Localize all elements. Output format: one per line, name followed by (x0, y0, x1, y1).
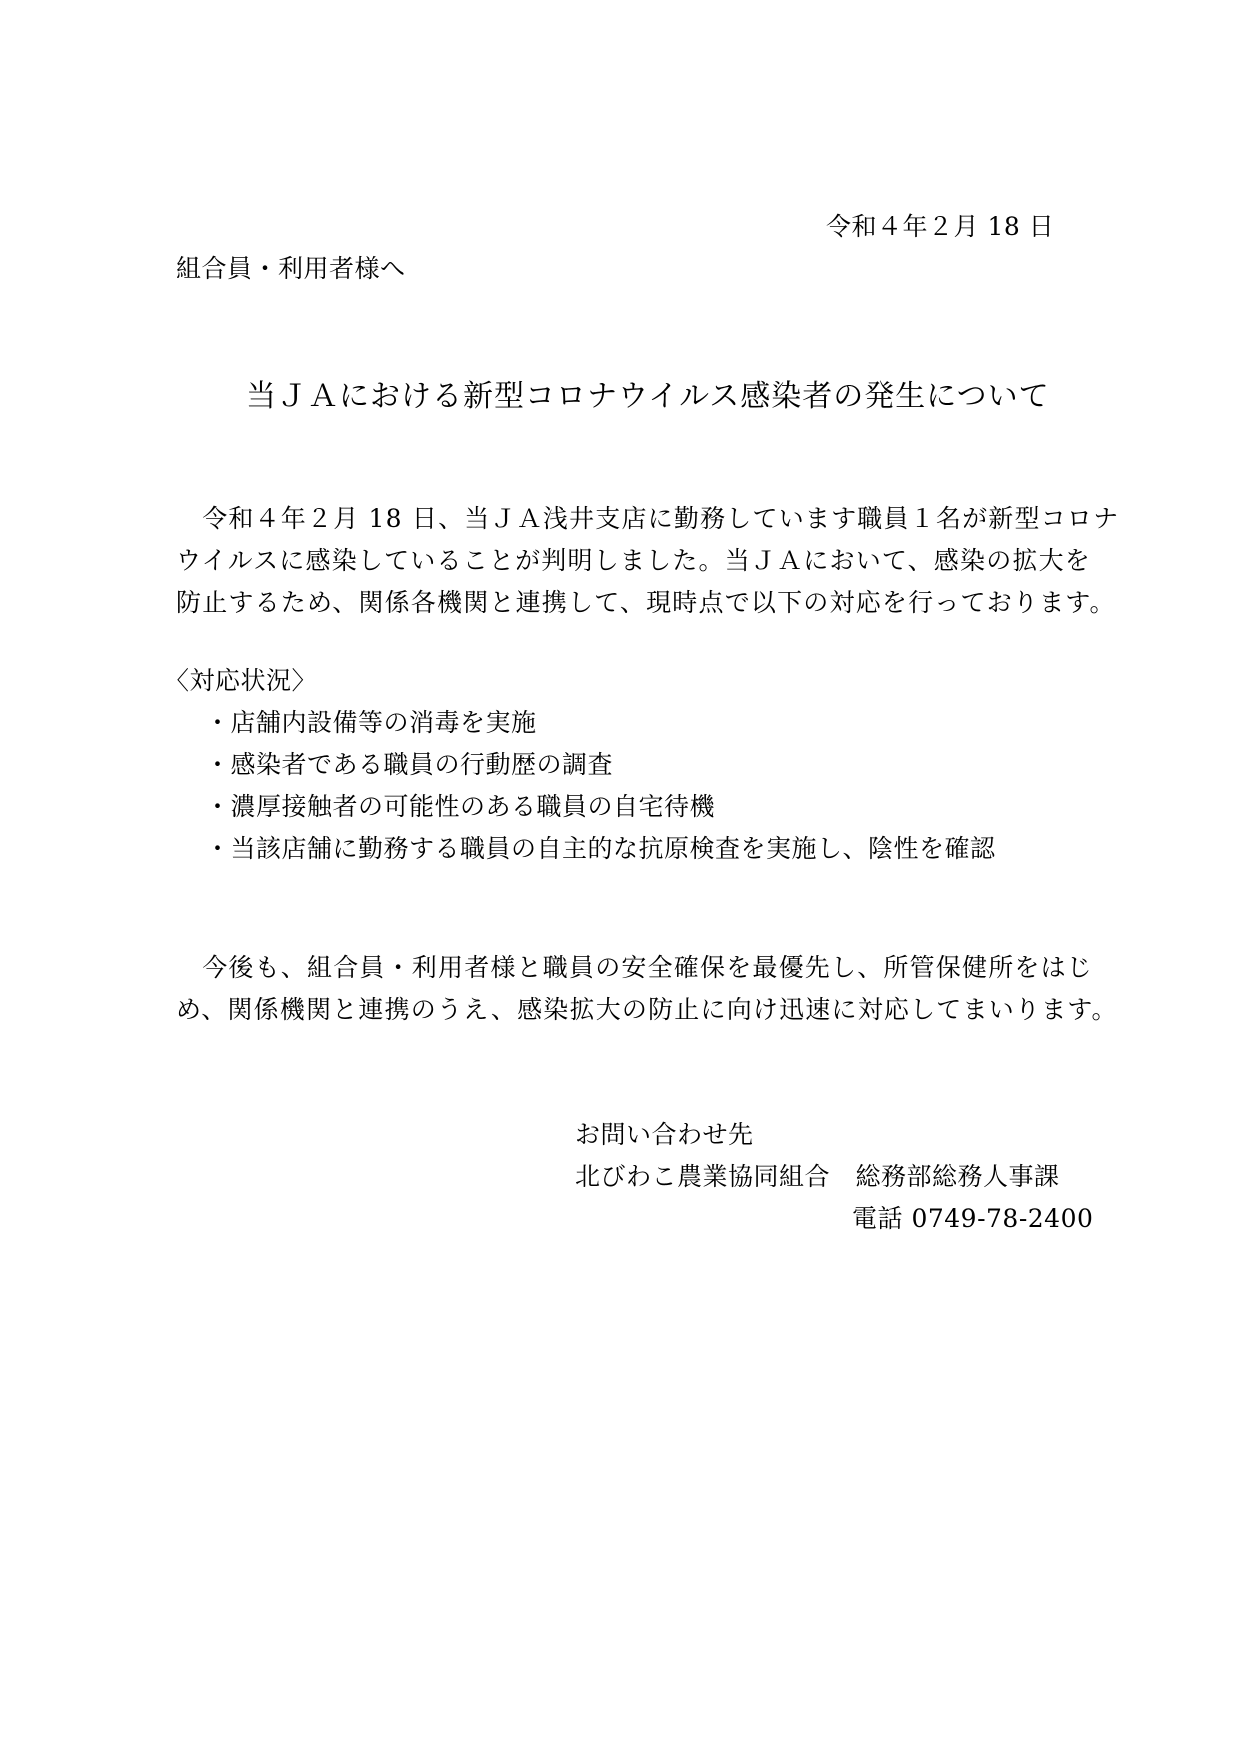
document-date: 令和４年２月 18 日 (826, 212, 1055, 241)
contact-heading: お問い合わせ先 (575, 1120, 754, 1149)
status-heading: 〈対応状況〉 (164, 666, 318, 695)
addressee: 組合員・利用者様へ (176, 254, 406, 283)
status-item: ・感染者である職員の行動歴の調査 (205, 750, 614, 779)
status-item: ・濃厚接触者の可能性のある職員の自宅待機 (205, 792, 716, 821)
paragraph-line: 今後も、組合員・利用者様と職員の安全確保を最優先し、所管保健所をはじ (176, 953, 1094, 982)
contact-phone: 電話 0749-78-2400 (852, 1204, 1094, 1233)
status-item: ・店舗内設備等の消毒を実施 (205, 708, 537, 737)
paragraph-line: ウイルスに感染していることが判明しました。当ＪＡにおいて、感染の拡大を (176, 546, 1092, 575)
status-item: ・当該店舗に勤務する職員の自主的な抗原検査を実施し、陰性を確認 (205, 834, 996, 863)
document-title: 当ＪＡにおける新型コロナウイルス感染者の発生について (246, 379, 1050, 414)
announcement-paragraph (176, 498, 1120, 624)
paragraph-line: 令和４年２月 18 日、当ＪＡ浅井支店に勤務しています職員１名が新型コロナ (176, 504, 1120, 533)
contact-organization: 北びわこ農業協同組合 総務部総務人事課 (575, 1162, 1060, 1191)
paragraph-line: め、関係機関と連携のうえ、感染拡大の防止に向け迅速に対応してまいります。 (176, 995, 1118, 1024)
paragraph-line: 防止するため、関係各機関と連携して、現時点で以下の対応を行っております。 (176, 588, 1116, 617)
closing-paragraph (176, 947, 1118, 1031)
status-list (205, 702, 996, 870)
